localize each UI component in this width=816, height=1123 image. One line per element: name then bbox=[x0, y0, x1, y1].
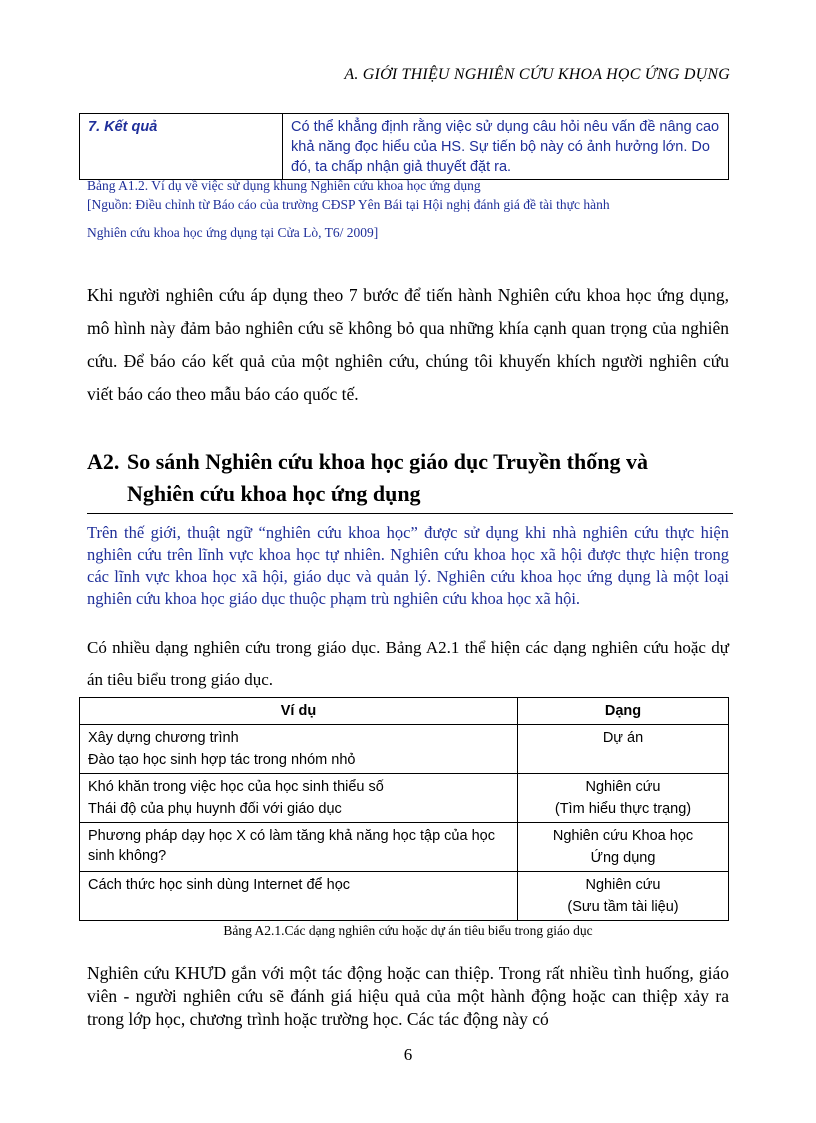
example-cell bbox=[80, 774, 518, 823]
example-text: Phương pháp dạy học X có làm tăng khả năng học tập của học sinh không? bbox=[88, 828, 495, 864]
result-content-cell: Có thể khẳng định rằng việc sử dụng câu hỏi nêu vấn đề nâng cao khả năng đọc hiểu của HS. Sự tiến bộ này có ảnh hưởng lớn. Do đó, ta chấp nhận giả thuyết đặt ra. bbox=[283, 114, 729, 180]
result-table bbox=[79, 113, 729, 180]
table-row bbox=[80, 872, 729, 921]
paragraph-definition: Trên thế giới, thuật ngữ “nghiên cứu khoa học” được sử dụng khi nhà nghiên cứu thực hiện nghiên cứu trên lĩnh vực khoa học tự nhiên. Nghiên cứu khoa học xã hội được thực hiện trong các lĩnh vực khoa học xã hội, giáo dục và quản lý. Nghiên cứu khoa học ứng dụng là một loại nghiên cứu khoa học giáo dục thuộc phạm trù nghiên cứu khoa học xã hội. bbox=[87, 523, 729, 608]
type-text: (Tìm hiểu thực trạng) bbox=[554, 801, 692, 817]
type-cell bbox=[518, 823, 729, 872]
header-example: Ví dụ bbox=[80, 698, 518, 725]
example-cell bbox=[80, 823, 518, 872]
paragraph-research-types: Có nhiều dạng nghiên cứu trong giáo dục. Bảng A2.1 thể hiện các dạng nghiên cứu hoặc dự án tiêu biểu trong giáo dục. bbox=[87, 638, 729, 689]
type-cell bbox=[518, 872, 729, 921]
table-header-row bbox=[80, 698, 729, 725]
paragraph-intervention: Nghiên cứu KHƯD gắn với một tác động hoặc can thiệp. Trong rất nhiều tình huống, giáo viên - người nghiên cứu sẽ đánh giá hiệu quả của một hành động hoặc can thiệp xảy ra trong lớp học, chương trình hoặc trường học. Các tác động này có bbox=[87, 963, 729, 1029]
example-text: Thái độ của phụ huynh đối với giáo dục bbox=[88, 801, 342, 817]
table-caption-a21: Bảng A2.1.Các dạng nghiên cứu hoặc dự án tiêu biểu trong giáo dục bbox=[223, 923, 593, 938]
type-text: (Sưu tầm tài liệu) bbox=[567, 899, 679, 915]
type-text: Ứng dụng bbox=[590, 850, 656, 866]
example-cell bbox=[80, 725, 518, 774]
page-number: 6 bbox=[403, 1045, 413, 1064]
result-label-cell: 7. Kết quả bbox=[80, 114, 283, 180]
table-row bbox=[80, 114, 729, 180]
table-row bbox=[80, 725, 729, 774]
type-text: Nghiên cứu bbox=[585, 877, 661, 893]
running-header: A. GIỚI THIỆU NGHIÊN CỨU KHOA HỌC ỨNG DỤNG bbox=[344, 66, 730, 83]
example-text: Xây dựng chương trình bbox=[88, 730, 239, 746]
type-cell bbox=[518, 774, 729, 823]
table-row bbox=[80, 823, 729, 872]
source-line-1: [Nguồn: Điều chỉnh từ Báo cáo của trường CĐSP Yên Bái tại Hội nghị đánh giá đề tài thực hành bbox=[87, 197, 610, 212]
table-caption-a12: Bảng A1.2. Ví dụ về việc sử dụng khung Nghiên cứu khoa học ứng dụng bbox=[87, 178, 481, 193]
example-text: Khó khăn trong việc học của học sinh thiểu số bbox=[88, 779, 384, 795]
section-title-line-2: Nghiên cứu khoa học ứng dụng bbox=[127, 481, 421, 506]
section-heading-a2 bbox=[87, 446, 733, 514]
section-title-line-1: So sánh Nghiên cứu khoa học giáo dục Truyền thống và bbox=[127, 449, 648, 474]
paragraph-seven-steps: Khi người nghiên cứu áp dụng theo 7 bước để tiến hành Nghiên cứu khoa học ứng dụng, mô hình này đảm bảo nghiên cứu sẽ không bỏ qua những khía cạnh quan trọng của nghiên cứu. Để báo cáo kết quả của một nghiên cứu, chúng tôi khuyến khích người nghiên cứu viết báo cáo theo mẫu báo cáo quốc tế. bbox=[87, 285, 729, 404]
type-text: Nghiên cứu bbox=[585, 779, 661, 795]
research-types-table bbox=[79, 697, 729, 921]
header-type: Dạng bbox=[518, 698, 729, 725]
table-row bbox=[80, 774, 729, 823]
type-cell bbox=[518, 725, 729, 774]
section-number: A2. bbox=[87, 449, 120, 474]
type-text: Dự án bbox=[602, 730, 644, 746]
example-text: Cách thức học sinh dùng Internet để học bbox=[88, 877, 351, 893]
source-line-2: Nghiên cứu khoa học ứng dụng tại Cửa Lò, T6/ 2009] bbox=[87, 225, 379, 240]
example-cell bbox=[80, 872, 518, 921]
type-text: Nghiên cứu Khoa học bbox=[552, 828, 694, 844]
example-text: Đào tạo học sinh hợp tác trong nhóm nhỏ bbox=[88, 752, 356, 768]
